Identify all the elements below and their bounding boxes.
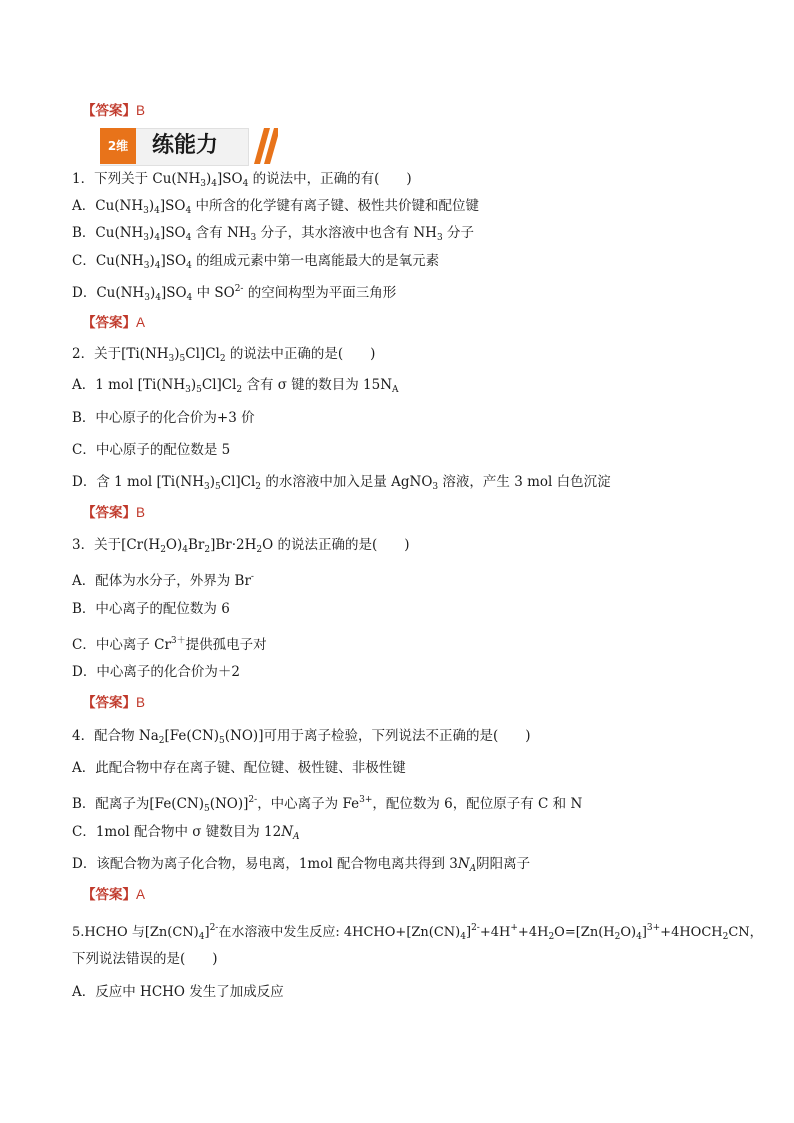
q1-stem: 1．下列关于 $Cu(NH_3)_4]SO_4$ 的说法中，正确的有( ): [72, 171, 412, 189]
answer-prev: [82, 102, 145, 120]
answer-q4: 【答案】A: [82, 887, 146, 903]
q3-option-c: C．中心离子 $Cr^{3+}$提供孤电子对: [72, 636, 267, 653]
answer-q3: 【答案】B: [82, 695, 146, 711]
q3-option-a: A．配体为水分子，外界为 Br-: [72, 572, 254, 589]
q3-option-b: B．中心离子的配位数为 6: [72, 601, 230, 617]
q1-option-b: B．$Cu(NH_3)_4]SO_4$ 含有 $NH_3$ 分子，其水溶液中也含有 $NH_3$ 分子: [72, 225, 474, 243]
q2-option-a: A．1 mol $[Ti(NH_3)_5Cl]Cl_2$ 含有 σ 键的数目为 $15N_A$: [72, 377, 399, 395]
q4-option-d: D．该配合物为离子化合物，易电离，1mol 配合物电离共得到 $3N_A$阴阳离子: [72, 856, 531, 874]
q4-option-c: C．1mol 配合物中 σ 键数目为 $12N_A$: [72, 824, 300, 842]
q3-stem: 3．关于$[Cr(H_2O)_4Br_2]Br\cdot 2H_2O$ 的说法正确的是( ): [72, 537, 410, 555]
banner-title: 练能力: [152, 133, 219, 158]
q2-option-d: D．含 1 mol $[Ti(NH_3)_5Cl]Cl_2$ 的水溶液中加入足量 AgNO$_3$ 溶液，产生 3 mol 白色沉淀: [72, 474, 611, 492]
q2-option-c: C．中心原子的配位数是 5: [72, 442, 231, 458]
banner-stripes-icon: [248, 128, 278, 164]
q1-option-a: A．$Cu(NH_3)_4]SO_4$ 中所含的化学键有离子键、极性共价键和配位键: [72, 198, 480, 216]
q3-option-d: D．中心离子的化合价为＋2: [72, 664, 240, 680]
answer-value: B: [136, 103, 146, 118]
q1-option-c: C．$Cu(NH_3)_4]SO_4$ 的组成元素中第一电离能最大的是氧元素: [72, 253, 440, 271]
section-banner: [100, 128, 275, 164]
answer-q2: 【答案】B: [82, 505, 146, 521]
q5-stem-line2: 下列说法错误的是( ): [72, 951, 218, 967]
q2-option-b: B．中心原子的化合价为+3 价: [72, 410, 255, 426]
q4-option-a: A．此配合物中存在离子键、配位键、极性键、非极性键: [72, 760, 406, 776]
q4-stem: 4．配合物 $Na_2[Fe(CN)_5(NO)]$可用于离子检验，下列说法不正确的是( ): [72, 728, 531, 746]
q2-stem: 2．关于$[Ti(NH_3)_5Cl]Cl_2$ 的说法中正确的是( ): [72, 346, 376, 364]
q1-option-d: D．$Cu(NH_3)_4]SO_4$ 中 $SO^{2-}$ 的空间构型为平面三角形: [72, 284, 397, 303]
q5-option-a: A．反应中 HCHO 发生了加成反应: [72, 984, 284, 1000]
q4-option-b: B．配离子为$[Fe(CN)_5(NO)]^{2-}$，中心离子为 $Fe^{3+}$，配位数为 6，配位原子有 C 和 N: [72, 795, 583, 814]
q5-stem-line1: 5.HCHO 与$[Zn(CN)_4]^{2-}$在水溶液中发生反应: $4HCHO+[Zn(CN)_4]^{2-}+4H^++4H_2O=[Zn(H_2O)_4]^{3+}+4HOCH_2CN$，: [72, 923, 763, 942]
answer-label: 【答案】: [82, 103, 136, 119]
answer-q1: 【答案】A: [82, 315, 146, 331]
banner-badge: 2维: [100, 128, 136, 164]
